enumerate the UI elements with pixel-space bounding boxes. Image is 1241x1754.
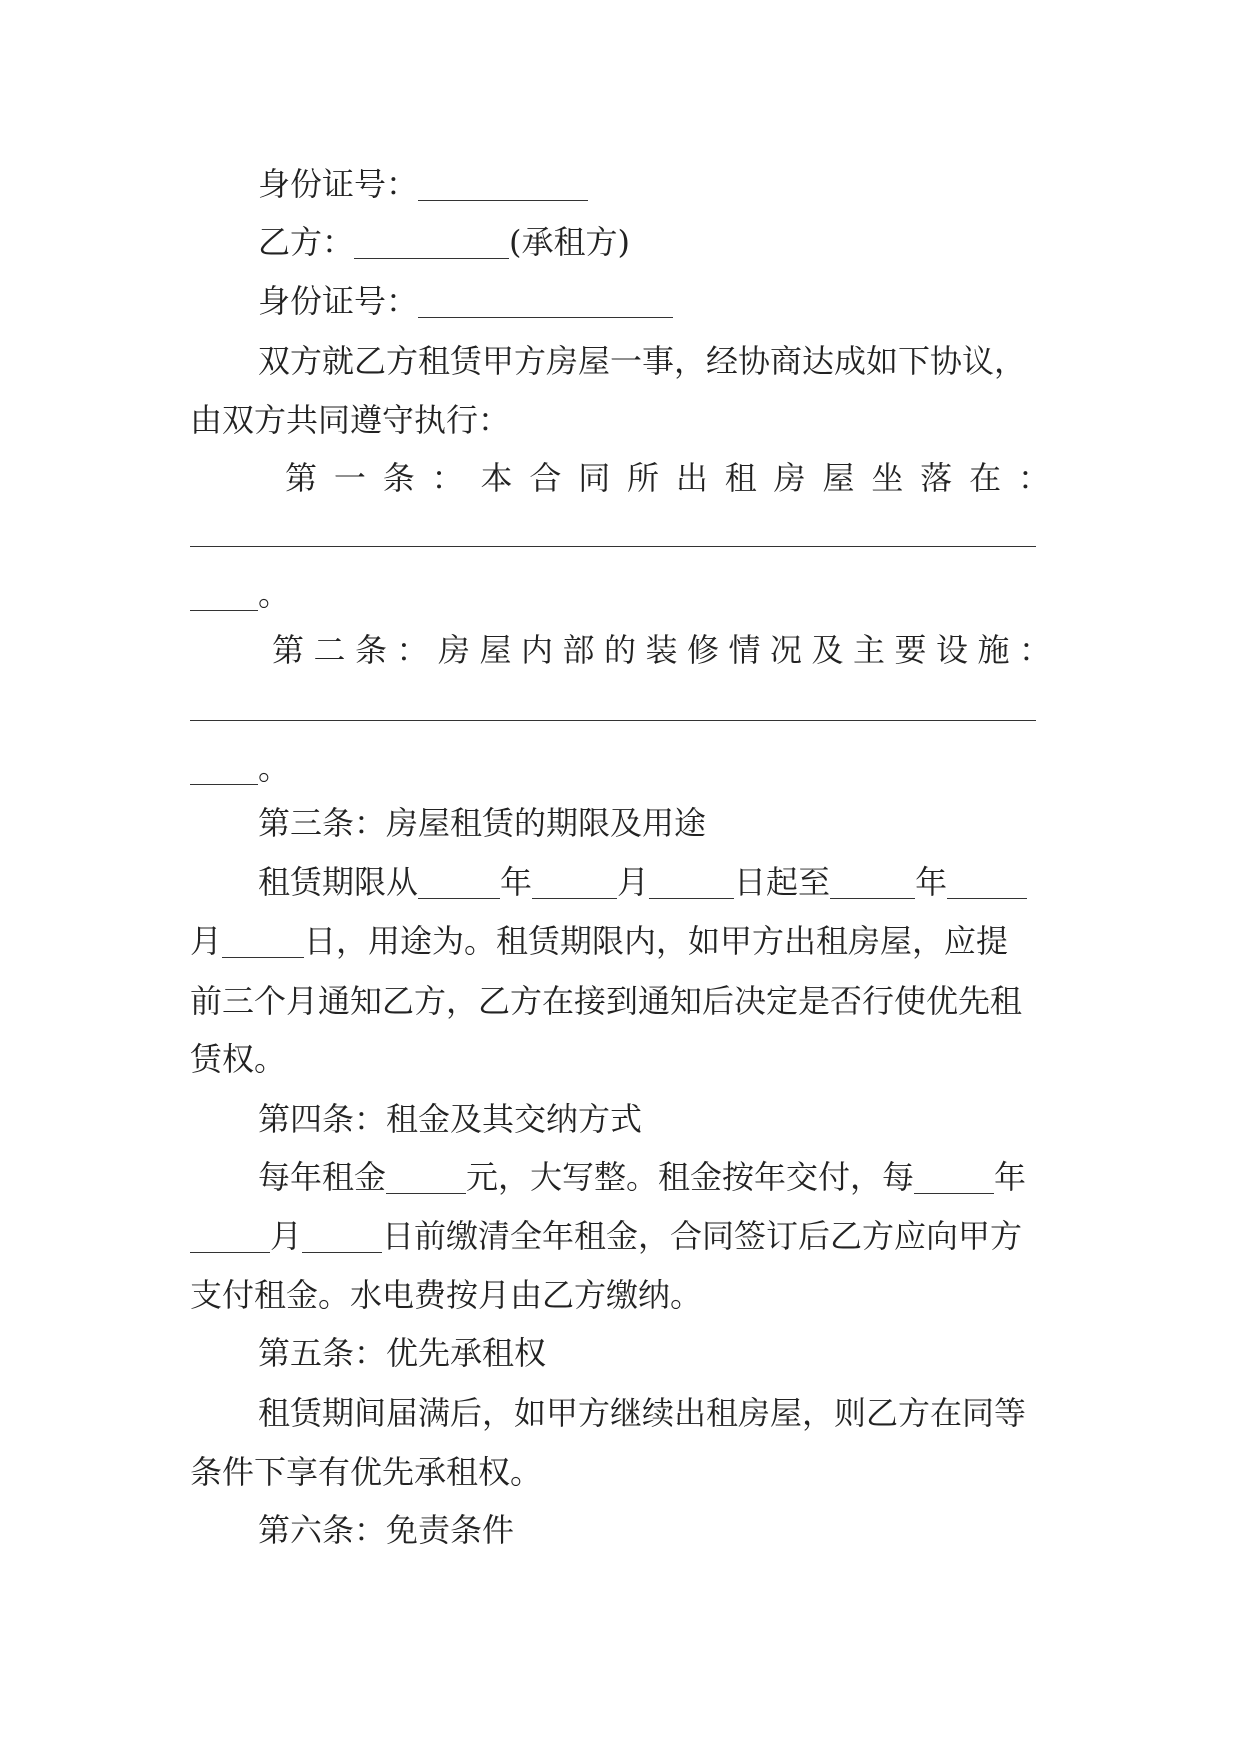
- year-label: 年: [994, 1158, 1027, 1196]
- article-1-end-line: [190, 575, 291, 613]
- party-b-label: 乙方：: [258, 223, 355, 261]
- article-4-title: 第四条：租金及其交纳方式: [258, 1100, 643, 1138]
- article-5-title: 第五条：优先承租权: [258, 1334, 547, 1372]
- article-2-end-mark: 。: [258, 749, 291, 787]
- blank: [830, 868, 915, 899]
- blank: [947, 868, 1027, 899]
- id-number-line-a: [258, 165, 588, 203]
- article-3-title: 第三条：房屋租赁的期限及用途: [258, 804, 707, 842]
- article-5-line-2: 条件下享有优先承租权。: [190, 1453, 543, 1491]
- year-label: 年: [500, 863, 533, 901]
- blank: [532, 868, 617, 899]
- lease-term-from: 租赁期限从: [258, 863, 419, 901]
- article-3-text: 日，用途为。租赁期限内，如甲方出租房屋，应提: [304, 922, 1009, 960]
- id-number-blank: [418, 287, 673, 318]
- article-4-line-1: [258, 1158, 1027, 1196]
- id-number-label: 身份证号：: [258, 282, 419, 320]
- article-2-end-blank: [190, 754, 258, 785]
- blank: [190, 1222, 270, 1253]
- article-5-line-1: 租赁期间届满后，如甲方继续出租房屋，则乙方在同等: [258, 1394, 1027, 1432]
- blank: [386, 1163, 466, 1194]
- month-label: 月: [617, 863, 650, 901]
- id-number-line-b: [258, 282, 673, 320]
- article-4-text: 元，大写整。租金按年交付，每: [466, 1158, 915, 1196]
- article-3-line-1: [258, 863, 1027, 901]
- article-1-blank-rule: [190, 546, 1036, 547]
- id-number-label: 身份证号：: [258, 165, 419, 203]
- blank: [302, 1222, 382, 1253]
- year-label: 年: [915, 863, 948, 901]
- article-4-text: 日前缴清全年租金，合同签订后乙方应向甲方: [382, 1217, 1023, 1255]
- day-to-label: 日起至: [734, 863, 831, 901]
- intro-line-2: 由双方共同遵守执行：: [190, 401, 511, 439]
- party-b-role: (承租方): [509, 223, 630, 261]
- blank: [222, 927, 304, 958]
- annual-rent-label: 每年租金: [258, 1158, 387, 1196]
- article-3-line-3: 前三个月通知乙方，乙方在接到通知后决定是否行使优先租: [190, 982, 1023, 1020]
- blank: [649, 868, 734, 899]
- month-label: 月: [270, 1217, 303, 1255]
- article-1-heading: 第一条：本合同所出租房屋坐落在：: [285, 459, 1052, 497]
- article-4-line-2: [190, 1217, 1023, 1255]
- party-b-line: [258, 223, 630, 261]
- intro-line-1: 双方就乙方租赁甲方房屋一事，经协商达成如下协议，: [258, 342, 1027, 380]
- article-4-line-3: 支付租金。水电费按月由乙方缴纳。: [190, 1276, 703, 1314]
- article-3-line-2: [190, 922, 1009, 960]
- article-6-title: 第六条：免责条件: [258, 1511, 515, 1549]
- article-2-blank-rule: [190, 720, 1036, 721]
- month-label: 月: [190, 922, 223, 960]
- article-2-end-line: [190, 749, 291, 787]
- article-1-end-mark: 。: [258, 575, 291, 613]
- blank: [418, 868, 500, 899]
- article-3-line-4: 赁权。: [190, 1040, 287, 1078]
- article-2-heading: 第二条：房屋内部的装修情况及主要设施：: [272, 631, 1052, 669]
- article-1-end-blank: [190, 580, 258, 611]
- id-number-blank: [418, 170, 588, 201]
- party-b-blank: [354, 228, 509, 259]
- blank: [914, 1163, 994, 1194]
